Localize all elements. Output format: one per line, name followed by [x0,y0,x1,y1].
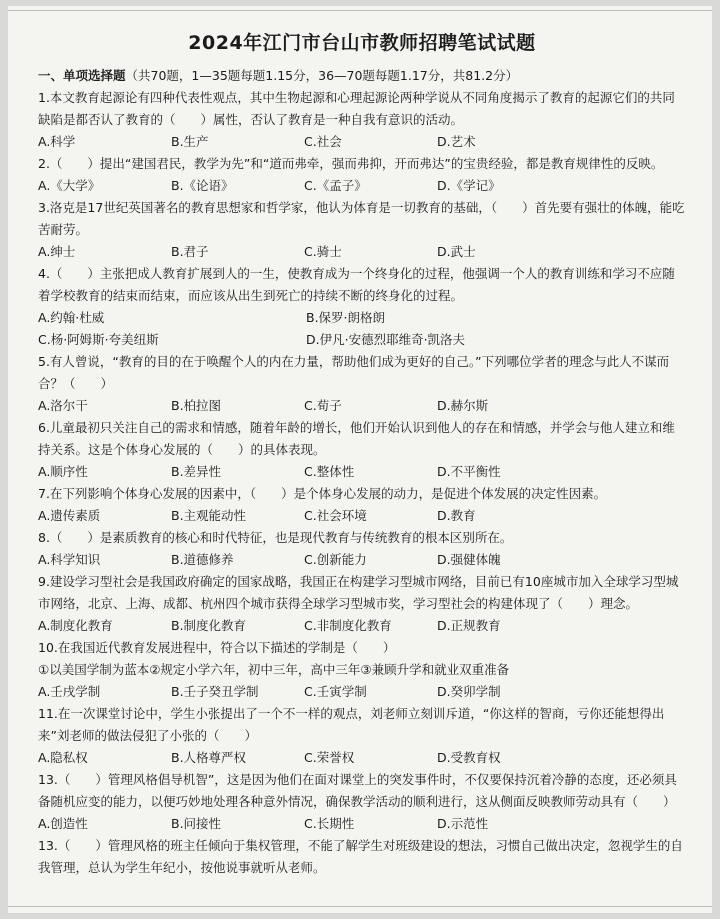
option[interactable]: B.生产 [171,134,209,149]
top-rule [8,10,712,11]
options-11 [38,747,686,769]
option[interactable]: D.艺术 [437,134,476,149]
option[interactable]: C.社会 [304,134,342,149]
option[interactable]: D.赫尔斯 [437,398,489,413]
option[interactable]: B.保罗·朗格朗 [306,310,386,325]
option[interactable]: B.《论语》 [171,178,234,193]
option[interactable]: D.伊凡·安德烈耶维奇·凯洛夫 [306,332,466,347]
question-13a: 13.（ ）管理风格倡导机智”，这是因为他们在面对课堂上的突发事件时，不仅要保持沉着冷静的态度，还必须具备随机应变的能力，以便巧妙地处理各种意外情况，确保教学活动的顺利进行，这从侧面反映教师劳动具有（ ） [38,772,677,809]
options-6 [38,461,686,483]
option[interactable]: A.遗传素质 [38,508,101,523]
option[interactable]: D.强健体魄 [437,552,501,567]
question-6: 6.儿童最初只关注自己的需求和情感，随着年龄的增长，他们开始认识到他人的存在和情感，并学会与他人建立和维持关系。这是个体身心发展的（ ）的具体表现。 [38,420,675,457]
option[interactable]: A.洛尔干 [38,398,88,413]
option[interactable]: C.非制度化教育 [304,618,392,633]
question-3: 3.洛克是17世纪英国著名的教育思想家和哲学家，他认为体育是一切教育的基础，（ ）首先要有强壮的体魄，能吃苦耐劳。 [38,200,685,237]
option[interactable]: A.壬戌学制 [38,684,101,699]
options-4-row-1 [38,307,686,329]
question-13b: 13.（ ）管理风格的班主任倾向于集权管理，不能了解学生对班级建设的想法，习惯自己做出决定，忽视学生的自我管理，总认为学生年纪小，按他说事就听从老师。 [38,838,683,875]
question-2: 2.（ ）提出“建国君民，教学为先”和“道而弗牵，强而弗抑，开而弗达”的宝贵经验，都是教育规律性的反映。 [38,156,664,171]
options-5 [38,395,686,417]
option[interactable]: C.《孟子》 [304,178,367,193]
option[interactable]: D.武士 [437,244,476,259]
option[interactable]: D.教育 [437,508,476,523]
option[interactable]: A.科学知识 [38,552,101,567]
options-3 [38,241,686,263]
section-title: 一、单项选择题 [38,68,126,83]
option[interactable]: D.示范性 [437,816,489,831]
option[interactable]: C.创新能力 [304,552,367,567]
question-11: 11.在一次课堂讨论中，学生小张提出了一个不一样的观点，刘老师立刻训斥道，“你这样的智商，亏你还能想得出来”刘老师的做法侵犯了小张的（ ） [38,706,665,743]
option[interactable]: D.正规教育 [437,618,501,633]
option[interactable]: D.癸卯学制 [437,684,501,699]
option[interactable]: A.绅士 [38,244,76,259]
option[interactable]: A.顺序性 [38,464,88,479]
section-note: （共70题，1—35题每题1.15分，36—70题每题1.17分，共81.2分） [125,68,519,83]
option[interactable]: A.创造性 [38,816,88,831]
page-title: 2024年江门市台山市教师招聘笔试试题 [188,32,536,54]
question-7: 7.在下列影响个体身心发展的因素中，（ ）是个体身心发展的动力，是促进个体发展的决定性因素。 [38,486,607,501]
options-9 [38,615,686,637]
options-8 [38,549,686,571]
question-4: 4.（ ）主张把成人教育扩展到人的一生，使教育成为一个终身化的过程，他强调一个人的教育训练和学习不应随着学校教育的结束而结束，而应该从出生到死亡的持续不断的终身化的过程。 [38,266,675,303]
option[interactable]: B.道德修养 [171,552,234,567]
option[interactable]: C.壬寅学制 [304,684,367,699]
option[interactable]: B.君子 [171,244,209,259]
option[interactable]: A.制度化教育 [38,618,113,633]
exam-sheet [8,6,712,913]
option[interactable]: C.荣誉权 [304,750,355,765]
option[interactable]: C.长期性 [304,816,355,831]
question-10: 10.在我国近代教育发展进程中，符合以下描述的学制是（ ） [38,640,396,655]
option[interactable]: C.社会环境 [304,508,367,523]
question-5: 5.有人曾说，“教育的目的在于唤醒个人的内在力量，帮助他们成为更好的自己。”下列哪位学者的理念与此人不谋而合？（ ） [38,354,670,391]
option[interactable]: C.荀子 [304,398,342,413]
option[interactable]: A.科学 [38,134,76,149]
bottom-rule [8,906,712,907]
option[interactable]: D.《学记》 [437,178,501,193]
option[interactable]: C.杨·阿姆斯·夸美纽斯 [38,332,159,347]
option[interactable]: A.隐私权 [38,750,88,765]
option[interactable]: B.问接性 [171,816,222,831]
section-heading [38,65,686,87]
options-2 [38,175,686,197]
options-4-row-2 [38,329,686,351]
question-9: 9.建设学习型社会是我国政府确定的国家战略，我国正在构建学习型城市网络，目前已有10座城市加入全球学习型城市网络，北京、上海、成都、杭州四个城市获得全球学习型城市奖，学习型社会的构建体现了（ ）理念。 [38,574,679,611]
option[interactable]: B.制度化教育 [171,618,247,633]
option[interactable]: B.壬子癸丑学制 [171,684,259,699]
option[interactable]: A.《大学》 [38,178,101,193]
options-10 [38,681,686,703]
question-8: 8.（ ）是素质教育的核心和时代特征，也是现代教育与传统教育的根本区别所在。 [38,530,513,545]
options-1 [38,131,686,153]
option[interactable]: C.骑士 [304,244,342,259]
option[interactable]: D.不平衡性 [437,464,501,479]
option[interactable]: D.受教育权 [437,750,501,765]
option[interactable]: B.差异性 [171,464,222,479]
option[interactable]: C.整体性 [304,464,355,479]
option[interactable]: A.约翰·杜威 [38,310,105,325]
question-1: 1.本文教育起源论有四种代表性观点，其中生物起源和心理起源论两种学说从不同角度揭示了教育的起源它们的共同缺陷是都否认了教育的（ ）属性，否认了教育是一种自我有意识的活动。 [38,90,675,127]
option[interactable]: B.人格尊严权 [171,750,247,765]
options-13a [38,813,686,835]
options-7 [38,505,686,527]
option[interactable]: B.主观能动性 [171,508,247,523]
option[interactable]: B.柏拉图 [171,398,222,413]
question-10-conditions: ①以美国学制为蓝本②规定小学六年，初中三年，高中三年③兼顾升学和就业双重准备 [38,662,510,677]
